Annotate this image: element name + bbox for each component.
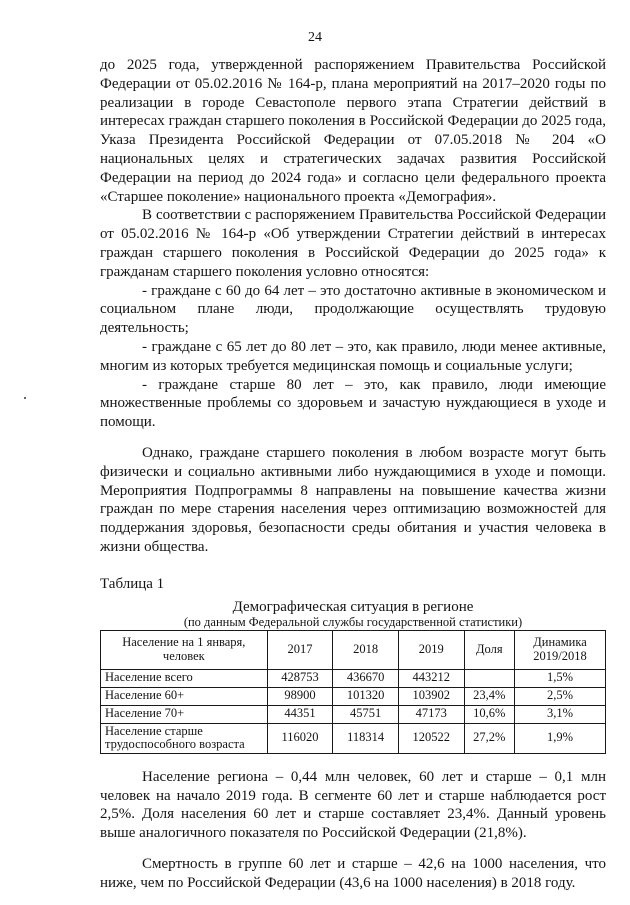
cell-share: 23,4% xyxy=(464,687,515,705)
header-2019: 2019 xyxy=(398,630,464,669)
cell-2017: 428753 xyxy=(267,669,333,687)
row-name: Население всего xyxy=(101,669,268,687)
row-name: Население старше трудоспособного возраста xyxy=(101,723,268,753)
paragraph-population-summary: Население региона – 0,44 млн человек, 60 лет и старше – 0,1 млн человек на начало 2019 года. В сегменте 60 лет и старше наблюдается рост 2,5%. Доля населения 60 лет и старше составляет 23,4%. Данный уровень выше аналогичного показателя по Российской Федерации (21,8%). xyxy=(100,768,606,842)
cell-2017: 98900 xyxy=(267,687,333,705)
table-subtitle: (по данным Федеральной службы государственной статистики) xyxy=(183,614,523,629)
table-title: Демографическая ситуация в регионе xyxy=(232,598,474,615)
table-label: Таблица 1 xyxy=(100,575,165,592)
list-item-over-80: - граждане старше 80 лет – это, как правило, люди имеющие множественные проблемы со здоровьем и зачастую нуждающиеся в уходе и помощи. xyxy=(100,376,606,431)
cell-2018: 436670 xyxy=(333,669,399,687)
cell-2019: 120522 xyxy=(398,723,464,753)
table-row xyxy=(101,669,606,687)
cell-dynamics: 3,1% xyxy=(515,705,606,723)
paragraph-subprogram-8: Однако, граждане старшего поколения в любом возрасте могут быть физически и социально активными либо нуждающимися в уходе и помощи. Мероприятия Подпрограммы 8 направлены на повышение качества жизни граждан по мере старения населения через оптимизацию возможностей для поддержания здоровья, безопасности среды обитания и участия человека в жизни общества. xyxy=(100,444,606,555)
header-dynamics: Динамика 2019/2018 xyxy=(515,630,606,669)
cell-2017: 116020 xyxy=(267,723,333,753)
cell-dynamics: 2,5% xyxy=(515,687,606,705)
table-row xyxy=(101,705,606,723)
cell-2018: 101320 xyxy=(333,687,399,705)
row-name: Население 70+ xyxy=(101,705,268,723)
page-number: 24 xyxy=(308,30,322,45)
demographics-table xyxy=(100,630,606,754)
cell-share xyxy=(464,669,515,687)
paragraph-mortality: Смертность в группе 60 лет и старше – 42,6 на 1000 населения, что ниже, чем по Российской Федерации (43,6 на 1000 населения) в 2018 году. xyxy=(100,855,606,891)
cell-share: 27,2% xyxy=(464,723,515,753)
cell-2017: 44351 xyxy=(267,705,333,723)
header-2018: 2018 xyxy=(333,630,399,669)
list-item-65-80: - граждане с 65 лет до 80 лет – это, как правило, люди менее активные, многим из которых требуется медицинская помощь и социальные услуги; xyxy=(100,338,606,374)
header-2017: 2017 xyxy=(267,630,333,669)
cell-share: 10,6% xyxy=(464,705,515,723)
row-name: Население 60+ xyxy=(101,687,268,705)
paragraph-continuation: до 2025 года, утвержденной распоряжением Правительства Российской Федерации от 05.02.2016 № 164-р, плана мероприятий на 2017–2020 годы по реализации в городе Севастополе первого этапа Стратегии действий в интересах граждан старшего поколения в Российской Федерации до 2025 года, Указа Президента Российской Федерации от 07.05.2018 № 204 «О национальных целях и стратегических задачах развития Российской Федерации на период до 2024 года» и согласно цели федерального проекта «Старшее поколение» национального проекта «Демография». xyxy=(100,57,606,205)
cell-2018: 118314 xyxy=(333,723,399,753)
cell-dynamics: 1,5% xyxy=(515,669,606,687)
table-header-row xyxy=(101,630,606,669)
table-row xyxy=(101,687,606,705)
header-population: Население на 1 января, человек xyxy=(101,630,268,669)
cell-dynamics: 1,9% xyxy=(515,723,606,753)
cell-2019: 47173 xyxy=(398,705,464,723)
cell-2018: 45751 xyxy=(333,705,399,723)
list-item-60-64: - граждане с 60 до 64 лет – это достаточно активные в экономическом и социальном плане люди, продолжающие осуществлять трудовую деятельность; xyxy=(100,282,606,337)
document-body xyxy=(100,56,606,893)
header-share: Доля xyxy=(464,630,515,669)
table-row xyxy=(101,723,606,753)
cell-2019: 103902 xyxy=(398,687,464,705)
margin-mark xyxy=(24,397,26,399)
paragraph-strategy-reference: В соответствии с распоряжением Правительства Российской Федерации от 05.02.2016 № 164-р «Об утверждении Стратегии действий в интересах граждан старшего поколения в Российской Федерации до 2025 года» к гражданам старшего поколения условно относятся: xyxy=(100,207,606,280)
cell-2019: 443212 xyxy=(398,669,464,687)
